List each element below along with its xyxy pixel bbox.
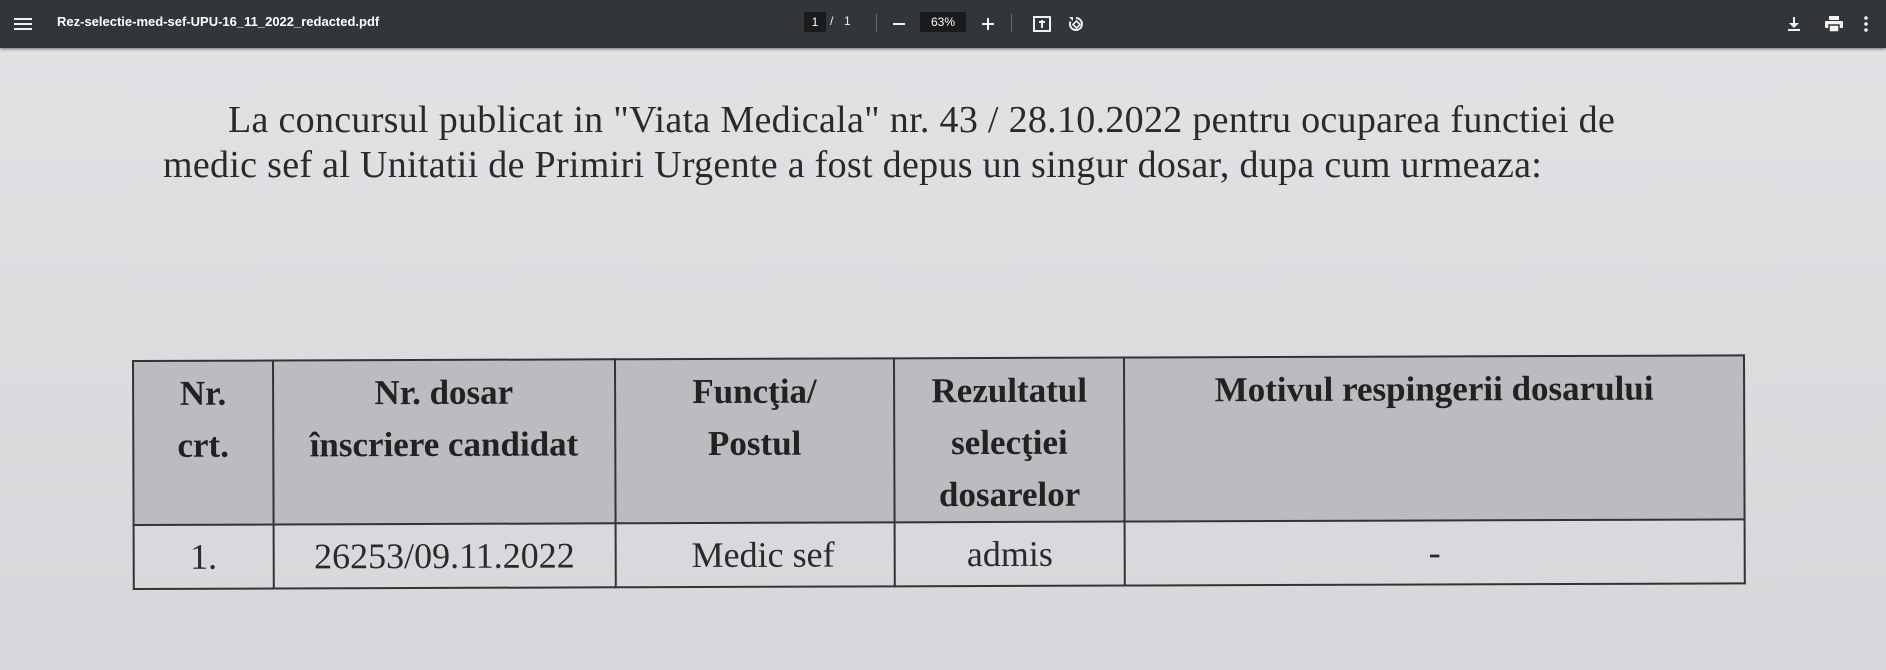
more-icon[interactable]: [1853, 11, 1879, 37]
document-title: Rez-selectie-med-sef-UPU-16_11_2022_redacted.pdf: [57, 14, 380, 29]
paragraph-line-1: La concursul publicat in "Viata Medicala" nr. 43 / 28.10.2022 pentru ocuparea functiei de: [228, 99, 1616, 141]
header-nr-dosar: Nr. dosar înscriere candidat: [273, 359, 615, 524]
zoom-input[interactable]: 63%: [920, 12, 966, 32]
rotate-icon[interactable]: [1063, 11, 1089, 37]
zoom-out-icon[interactable]: [886, 11, 912, 37]
pdf-toolbar: [0, 0, 1886, 48]
toolbar-divider: [1011, 14, 1012, 32]
header-motivul: Motivul respingerii dosarului: [1124, 355, 1745, 521]
page-total: 1: [844, 14, 851, 28]
selection-results-table: [132, 354, 1746, 590]
header-rezultatul: Rezultatul selecţiei dosarelor: [894, 358, 1124, 523]
download-icon[interactable]: [1781, 11, 1807, 37]
cell-motivul: -: [1125, 519, 1745, 585]
table-header-row: [133, 355, 1745, 525]
pdf-page: [0, 48, 1886, 670]
cell-functia: Medic sef: [615, 522, 895, 587]
cell-rezultatul: admis: [895, 522, 1125, 587]
cell-nr-crt: 1.: [134, 525, 274, 589]
fit-page-icon[interactable]: [1029, 11, 1055, 37]
table-row: [134, 519, 1745, 589]
page-separator: /: [830, 14, 834, 28]
page-number-input[interactable]: 1: [804, 12, 826, 32]
print-icon[interactable]: [1821, 11, 1847, 37]
paragraph-line-2: medic sef al Unitatii de Primiri Urgente a fost depus un singur dosar, dupa cum urmeaza:: [163, 144, 1543, 186]
header-functia: Funcţia/ Postul: [615, 358, 895, 523]
zoom-in-icon[interactable]: [975, 11, 1001, 37]
toolbar-divider: [876, 14, 877, 32]
cell-nr-dosar: 26253/09.11.2022: [273, 523, 615, 588]
menu-icon[interactable]: [10, 11, 36, 37]
header-nr-crt: Nr. crt.: [133, 361, 273, 525]
